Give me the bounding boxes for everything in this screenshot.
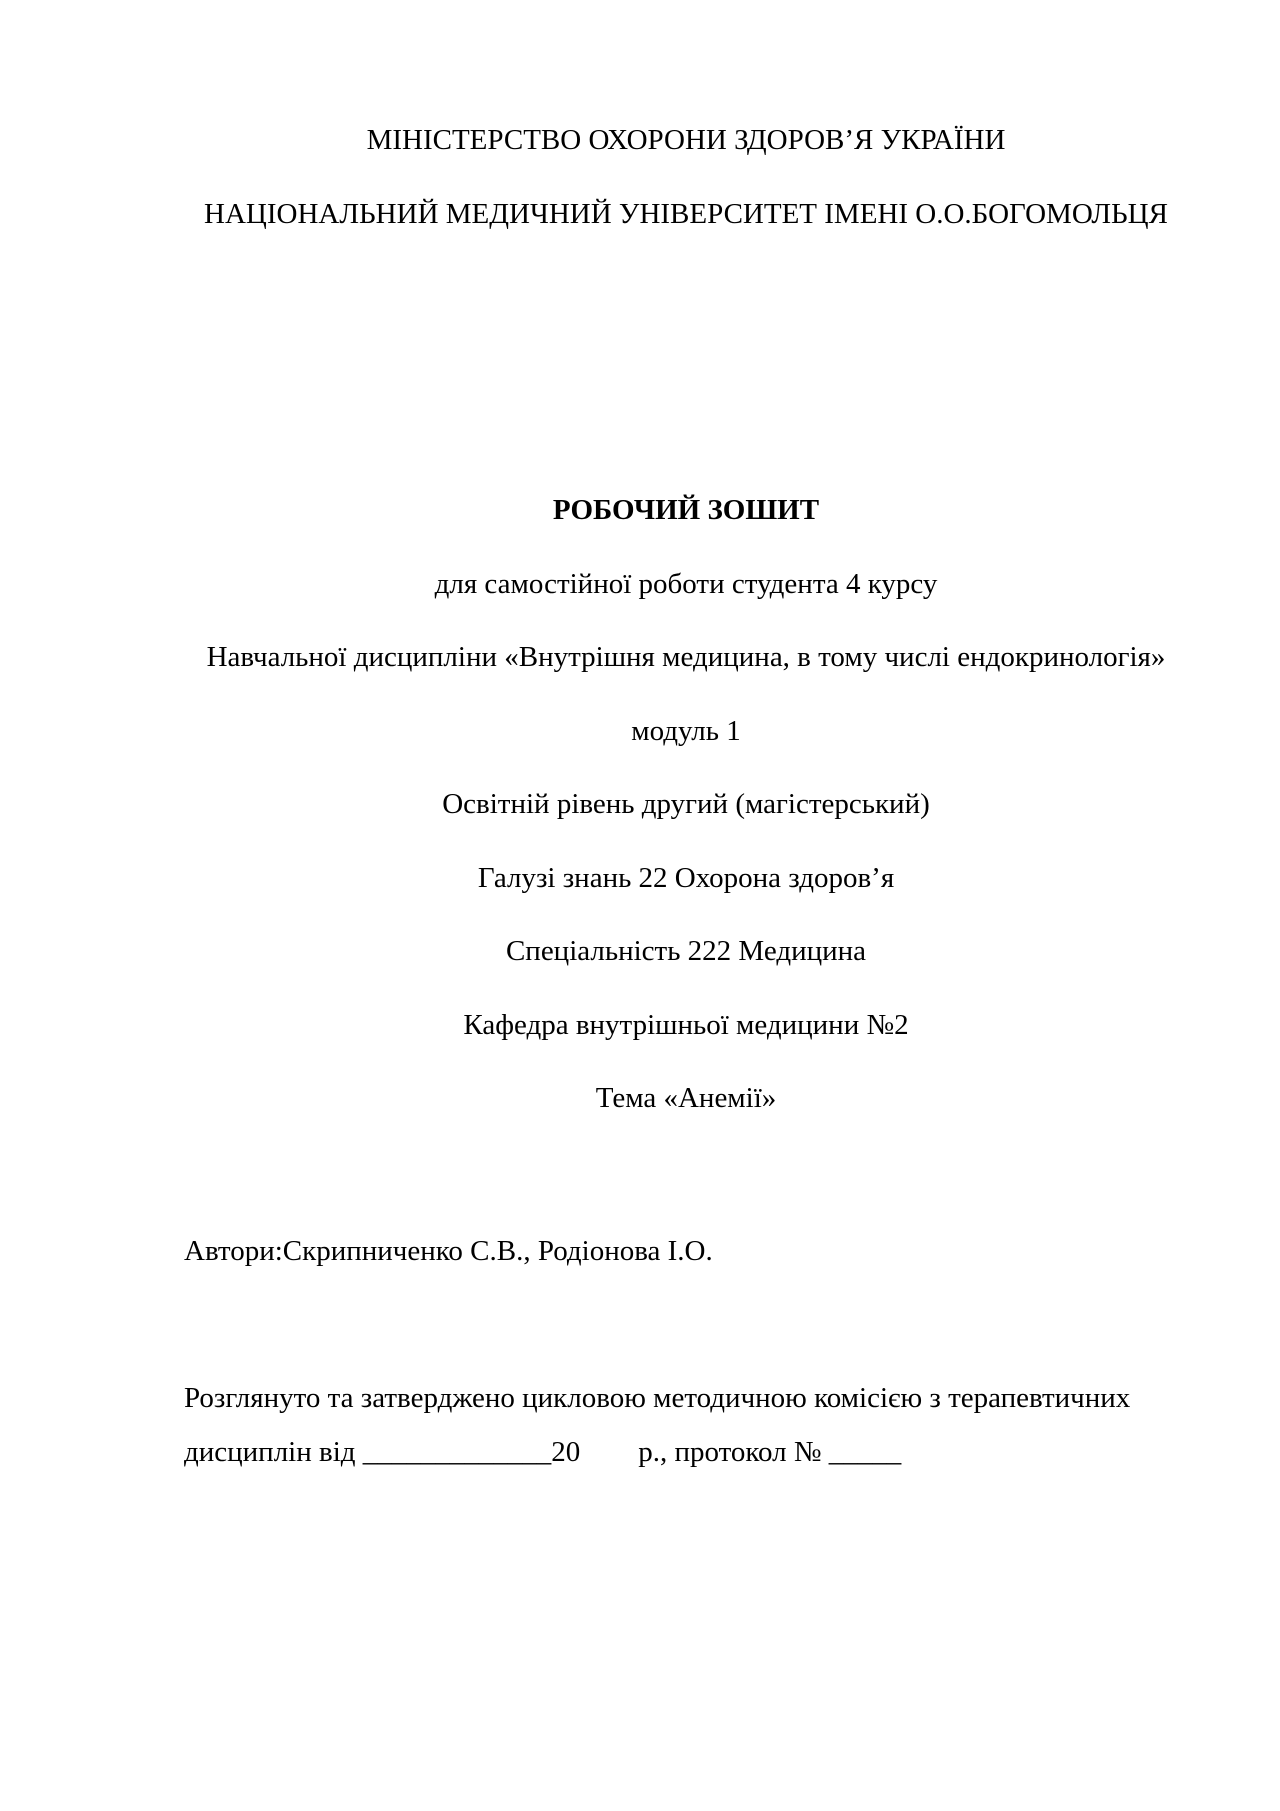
university-heading: НАЦІОНАЛЬНИЙ МЕДИЧНИЙ УНІВЕРСИТЕТ ІМЕНІ О.О.БОГОМОЛЬЦЯ	[204, 198, 1168, 230]
discipline-line: Навчальної дисципліни «Внутрішня медицина, в тому числі ендокринологія»	[206, 641, 1166, 673]
knowledge-field-line: Галузі знань 22 Охорона здоров’я	[477, 862, 895, 894]
approval-line-2: дисциплін від _____________20 р., протокол № _____	[184, 1436, 902, 1468]
approval-line-1: Розглянуто та затверджено цикловою методичною комісією з терапевтичних	[184, 1382, 1131, 1414]
specialty-line: Спеціальність 222 Медицина	[505, 935, 867, 967]
topic-line: Тема «Анемії»	[595, 1082, 777, 1114]
purpose-line: для самостійної роботи студента 4 курсу	[434, 568, 938, 600]
authors-line: Автори:Скрипниченко С.В., Родіонова І.О.	[184, 1235, 713, 1267]
education-level-line: Освітній рівень другий (магістерський)	[442, 788, 930, 820]
department-line: Кафедра внутрішньої медицини №2	[463, 1009, 909, 1041]
module-line: модуль 1	[631, 715, 741, 747]
ministry-heading: МІНІСТЕРСТВО ОХОРОНИ ЗДОРОВ’Я УКРАЇНИ	[366, 124, 1006, 156]
document-title: РОБОЧИЙ ЗОШИТ	[552, 494, 820, 526]
